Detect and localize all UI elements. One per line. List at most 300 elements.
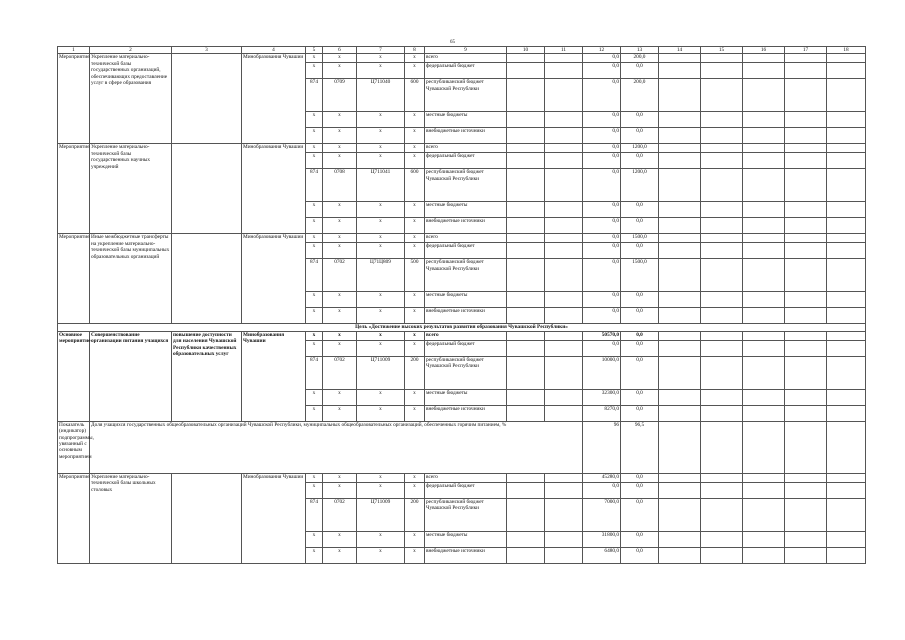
value-cell-13: 0,0 [621, 63, 659, 79]
empty-cell [701, 243, 743, 259]
empty-cell [827, 202, 866, 218]
funding-source-cell: внебюджетные источники [425, 308, 507, 324]
grbs-cell: x [306, 531, 323, 547]
empty-cell [785, 202, 827, 218]
empty-cell [743, 79, 785, 112]
empty-cell [659, 547, 701, 563]
empty-cell [743, 547, 785, 563]
empty-cell [743, 128, 785, 144]
expense-group-cell: x [405, 331, 425, 340]
value-cell-13: 0,0 [621, 218, 659, 234]
section-cell: 0702 [323, 356, 357, 389]
executor-cell: Минобразования Чувашии [242, 473, 306, 563]
empty-cell [545, 243, 583, 259]
col-header: 2 [90, 47, 172, 54]
col-header: 16 [743, 47, 785, 54]
event-type-cell: Мероприятие [58, 54, 90, 144]
target-article-cell: x [357, 218, 405, 234]
value-cell-13: 1200,0 [621, 144, 659, 153]
target-article-cell: Ц711009 [357, 498, 405, 531]
funding-source-cell: республиканский бюджет Чувашской Республики [425, 356, 507, 389]
empty-cell [743, 259, 785, 292]
event-target-cell: повышение доступности для населения Чувашской Республики качественных образовательных услуг [172, 331, 242, 421]
executor-cell: Минобразования Чувашии [242, 331, 306, 421]
funding-source-cell: федеральный бюджет [425, 63, 507, 79]
value-cell-12: 45280,0 [583, 473, 621, 482]
section-cell: x [323, 389, 357, 405]
value-cell-13: 0,0 [621, 547, 659, 563]
funding-source-cell: республиканский бюджет Чувашской Республики [425, 169, 507, 202]
expense-group-cell: x [405, 243, 425, 259]
empty-cell [785, 547, 827, 563]
table-row [58, 473, 866, 482]
value-cell-12: 0,0 [583, 169, 621, 202]
target-article-cell: x [357, 128, 405, 144]
target-article-cell: x [357, 389, 405, 405]
empty-cell [743, 473, 785, 482]
target-article-cell: x [357, 531, 405, 547]
empty-cell [545, 473, 583, 482]
empty-cell [785, 498, 827, 531]
empty-cell [785, 292, 827, 308]
empty-cell [507, 202, 545, 218]
empty-cell [785, 259, 827, 292]
section-cell: 0702 [323, 259, 357, 292]
event-type-cell: Основное мероприятие [58, 331, 90, 421]
empty-cell [827, 234, 866, 243]
empty-cell [545, 531, 583, 547]
col-header: 4 [242, 47, 306, 54]
empty-cell [743, 63, 785, 79]
empty-cell [743, 202, 785, 218]
empty-cell [827, 128, 866, 144]
empty-cell [507, 482, 545, 498]
empty-cell [785, 63, 827, 79]
empty-cell [785, 473, 827, 482]
empty-cell [701, 153, 743, 169]
value-cell-13: 0,0 [621, 482, 659, 498]
value-cell-13: 0,0 [621, 112, 659, 128]
grbs-cell: x [306, 202, 323, 218]
funding-source-cell: всего [425, 144, 507, 153]
funding-source-cell: федеральный бюджет [425, 482, 507, 498]
section-cell: x [323, 234, 357, 243]
expense-group-cell: x [405, 54, 425, 63]
section-cell: x [323, 243, 357, 259]
empty-cell [507, 144, 545, 153]
target-article-cell: x [357, 292, 405, 308]
empty-cell [659, 308, 701, 324]
expense-group-cell: x [405, 405, 425, 421]
empty-cell [827, 243, 866, 259]
empty-cell [743, 112, 785, 128]
funding-source-cell: всего [425, 54, 507, 63]
col-header: 12 [583, 47, 621, 54]
value-cell-13: 200,0 [621, 79, 659, 112]
empty-cell [659, 79, 701, 112]
empty-cell [545, 169, 583, 202]
empty-cell [545, 79, 583, 112]
section-cell: x [323, 144, 357, 153]
empty-cell [743, 54, 785, 63]
target-article-cell: Ц71Ц809 [357, 259, 405, 292]
funding-source-cell: всего [425, 234, 507, 243]
empty-cell [827, 405, 866, 421]
grbs-cell: x [306, 405, 323, 421]
grbs-cell: x [306, 292, 323, 308]
value-cell-13: 0,0 [621, 128, 659, 144]
empty-cell [785, 128, 827, 144]
empty-cell [545, 202, 583, 218]
empty-cell [545, 259, 583, 292]
empty-cell [743, 234, 785, 243]
empty-cell [743, 482, 785, 498]
grbs-cell: x [306, 243, 323, 259]
col-header: 6 [323, 47, 357, 54]
value-cell-12: 7000,0 [583, 498, 621, 531]
grbs-cell: x [306, 331, 323, 340]
event-target-cell [172, 473, 242, 563]
value-cell-13: 0,0 [621, 405, 659, 421]
empty-cell [659, 405, 701, 421]
section-cell: x [323, 531, 357, 547]
expense-group-cell: x [405, 531, 425, 547]
empty-cell [743, 308, 785, 324]
empty-cell [701, 292, 743, 308]
empty-cell [785, 356, 827, 389]
section-cell: x [323, 153, 357, 169]
empty-cell [545, 128, 583, 144]
empty-cell [659, 259, 701, 292]
empty-cell [659, 389, 701, 405]
empty-cell [545, 63, 583, 79]
empty-cell [743, 340, 785, 356]
indicator-text-cell: Доля учащихся государственных общеобразовательных организаций Чувашской Республики, муниципальных общеобразовательных организаций, обеспеченных горячим питанием, % [90, 421, 583, 473]
grbs-cell: 874 [306, 356, 323, 389]
section-cell: x [323, 331, 357, 340]
empty-cell [507, 218, 545, 234]
empty-cell [827, 308, 866, 324]
empty-cell [785, 482, 827, 498]
empty-cell [743, 331, 785, 340]
section-cell: 0708 [323, 169, 357, 202]
empty-cell [827, 144, 866, 153]
empty-cell [659, 112, 701, 128]
empty-cell [507, 128, 545, 144]
col-header: 15 [701, 47, 743, 54]
empty-cell [507, 547, 545, 563]
funding-source-cell: местные бюджеты [425, 292, 507, 308]
empty-cell [659, 498, 701, 531]
empty-cell [785, 79, 827, 112]
col-header: 8 [405, 47, 425, 54]
grbs-cell: x [306, 340, 323, 356]
empty-cell [701, 547, 743, 563]
grbs-cell: x [306, 153, 323, 169]
empty-cell [507, 405, 545, 421]
header-row [58, 47, 866, 54]
grbs-cell: x [306, 54, 323, 63]
empty-cell [545, 331, 583, 340]
expense-group-cell: x [405, 63, 425, 79]
empty-cell [659, 153, 701, 169]
empty-cell [701, 128, 743, 144]
section-cell: x [323, 473, 357, 482]
event-name-cell: Укрепление материально-технической базы государственных организаций, обеспечивающих предоставление услуг в сфере образования [90, 54, 172, 144]
col-header: 11 [545, 47, 583, 54]
empty-cell [785, 331, 827, 340]
indicator-value-12: 96 [583, 421, 621, 473]
indicator-row [58, 421, 866, 473]
value-cell-13: 0,0 [621, 340, 659, 356]
empty-cell [701, 421, 743, 473]
empty-cell [545, 405, 583, 421]
expense-group-cell: x [405, 128, 425, 144]
expense-group-cell: x [405, 292, 425, 308]
section-cell: x [323, 63, 357, 79]
empty-cell [827, 218, 866, 234]
grbs-cell: x [306, 547, 323, 563]
empty-cell [701, 473, 743, 482]
target-article-cell: x [357, 243, 405, 259]
grbs-cell: x [306, 308, 323, 324]
empty-cell [785, 243, 827, 259]
empty-cell [743, 144, 785, 153]
expense-group-cell: x [405, 389, 425, 405]
empty-cell [701, 331, 743, 340]
value-cell-12: 31800,0 [583, 531, 621, 547]
empty-cell [743, 243, 785, 259]
grbs-cell: x [306, 389, 323, 405]
target-article-cell: Ц711041 [357, 169, 405, 202]
value-cell-12: 0,0 [583, 243, 621, 259]
target-article-cell: x [357, 340, 405, 356]
empty-cell [827, 340, 866, 356]
empty-cell [785, 234, 827, 243]
value-cell-13: 0,0 [621, 243, 659, 259]
target-article-cell: x [357, 405, 405, 421]
empty-cell [785, 112, 827, 128]
event-type-cell: Мероприятие [58, 234, 90, 324]
empty-cell [545, 234, 583, 243]
empty-cell [659, 54, 701, 63]
executor-cell: Минобразования Чувашии [242, 54, 306, 144]
empty-cell [701, 531, 743, 547]
goal-row [58, 324, 866, 331]
col-header: 3 [172, 47, 242, 54]
empty-cell [659, 331, 701, 340]
empty-cell [507, 63, 545, 79]
empty-cell [827, 63, 866, 79]
empty-cell [701, 234, 743, 243]
empty-cell [701, 340, 743, 356]
empty-cell [659, 218, 701, 234]
empty-cell [743, 421, 785, 473]
value-cell-13: 0,0 [621, 473, 659, 482]
empty-cell [743, 356, 785, 389]
empty-cell [545, 482, 583, 498]
value-cell-12: 32300,0 [583, 389, 621, 405]
section-cell: x [323, 128, 357, 144]
value-cell-12: 10000,0 [583, 356, 621, 389]
executor-cell: Минобразования Чувашии [242, 234, 306, 324]
funding-source-cell: внебюджетные источники [425, 405, 507, 421]
target-article-cell: x [357, 112, 405, 128]
empty-cell [507, 356, 545, 389]
table-body [58, 47, 866, 564]
expense-group-cell: x [405, 234, 425, 243]
empty-cell [827, 153, 866, 169]
page-number: 65 [450, 40, 455, 45]
indicator-type-cell: Показатель (индикатор) подпрограммы, увязанный с основным мероприятием [58, 421, 90, 473]
expense-group-cell: x [405, 308, 425, 324]
empty-cell [701, 389, 743, 405]
value-cell-13: 0,0 [621, 331, 659, 340]
expense-group-cell: x [405, 112, 425, 128]
empty-cell [827, 54, 866, 63]
value-cell-12: 50570,0 [583, 331, 621, 340]
empty-cell [827, 498, 866, 531]
target-article-cell: x [357, 308, 405, 324]
target-article-cell: x [357, 54, 405, 63]
empty-cell [827, 331, 866, 340]
target-article-cell: x [357, 547, 405, 563]
empty-cell [785, 54, 827, 63]
grbs-cell: 874 [306, 169, 323, 202]
empty-cell [545, 153, 583, 169]
empty-cell [785, 389, 827, 405]
empty-cell [701, 54, 743, 63]
col-header: 9 [425, 47, 507, 54]
target-article-cell: x [357, 331, 405, 340]
expense-group-cell: 200 [405, 356, 425, 389]
empty-cell [545, 144, 583, 153]
empty-cell [545, 498, 583, 531]
empty-cell [785, 340, 827, 356]
funding-source-cell: федеральный бюджет [425, 153, 507, 169]
empty-cell [827, 356, 866, 389]
target-article-cell: x [357, 234, 405, 243]
value-cell-13: 0,0 [621, 292, 659, 308]
value-cell-12: 0,0 [583, 482, 621, 498]
funding-source-cell: внебюджетные источники [425, 547, 507, 563]
value-cell-12: 0,0 [583, 63, 621, 79]
empty-cell [507, 308, 545, 324]
section-cell: 0709 [323, 79, 357, 112]
grbs-cell: x [306, 482, 323, 498]
value-cell-13: 0,0 [621, 389, 659, 405]
funding-source-cell: местные бюджеты [425, 531, 507, 547]
empty-cell [545, 308, 583, 324]
empty-cell [701, 308, 743, 324]
grbs-cell: x [306, 128, 323, 144]
value-cell-12: 0,0 [583, 144, 621, 153]
empty-cell [659, 482, 701, 498]
empty-cell [785, 169, 827, 202]
empty-cell [507, 331, 545, 340]
table-row [58, 144, 866, 153]
empty-cell [701, 259, 743, 292]
grbs-cell: 874 [306, 498, 323, 531]
empty-cell [827, 259, 866, 292]
event-target-cell [172, 54, 242, 144]
empty-cell [743, 498, 785, 531]
section-cell: x [323, 482, 357, 498]
event-name-cell: Укрепление материально-технической базы школьных столовых [90, 473, 172, 563]
col-header: 10 [507, 47, 545, 54]
expense-group-cell: x [405, 340, 425, 356]
expense-group-cell: x [405, 144, 425, 153]
value-cell-12: 0,0 [583, 153, 621, 169]
value-cell-12: 6480,0 [583, 547, 621, 563]
expense-group-cell: 200 [405, 498, 425, 531]
empty-cell [507, 498, 545, 531]
value-cell-13: 0,0 [621, 202, 659, 218]
empty-cell [701, 356, 743, 389]
grbs-cell: x [306, 63, 323, 79]
empty-cell [507, 292, 545, 308]
value-cell-12: 0,0 [583, 340, 621, 356]
col-header: 17 [785, 47, 827, 54]
funding-source-cell: всего [425, 331, 507, 340]
target-article-cell: x [357, 202, 405, 218]
event-target-cell [172, 234, 242, 324]
indicator-value-13: 96,5 [621, 421, 659, 473]
empty-cell [743, 153, 785, 169]
grbs-cell: x [306, 144, 323, 153]
event-target-cell [172, 144, 242, 234]
empty-cell [507, 169, 545, 202]
empty-cell [507, 243, 545, 259]
value-cell-12: 0,0 [583, 54, 621, 63]
funding-source-cell: республиканский бюджет Чувашской Республики [425, 259, 507, 292]
empty-cell [701, 79, 743, 112]
target-article-cell: Ц711040 [357, 79, 405, 112]
section-cell: x [323, 292, 357, 308]
funding-source-cell: внебюджетные источники [425, 218, 507, 234]
event-type-cell: Мероприятие [58, 473, 90, 563]
section-cell: x [323, 218, 357, 234]
empty-cell [659, 356, 701, 389]
empty-cell [659, 473, 701, 482]
col-header: 13 [621, 47, 659, 54]
funding-source-cell: местные бюджеты [425, 202, 507, 218]
empty-cell [659, 292, 701, 308]
empty-cell [743, 292, 785, 308]
empty-cell [507, 234, 545, 243]
empty-cell [743, 218, 785, 234]
section-cell: x [323, 308, 357, 324]
col-header: 5 [306, 47, 323, 54]
value-cell-13: 200,0 [621, 54, 659, 63]
grbs-cell: x [306, 218, 323, 234]
empty-cell [507, 259, 545, 292]
table-row [58, 331, 866, 340]
empty-cell [659, 340, 701, 356]
empty-cell [743, 531, 785, 547]
empty-cell [507, 79, 545, 112]
value-cell-12: 0,0 [583, 112, 621, 128]
value-cell-12: 0,0 [583, 234, 621, 243]
empty-cell [545, 547, 583, 563]
empty-cell [507, 473, 545, 482]
section-cell: x [323, 340, 357, 356]
empty-cell [659, 234, 701, 243]
empty-cell [785, 308, 827, 324]
empty-cell [827, 389, 866, 405]
empty-cell [827, 547, 866, 563]
section-cell: x [323, 547, 357, 563]
